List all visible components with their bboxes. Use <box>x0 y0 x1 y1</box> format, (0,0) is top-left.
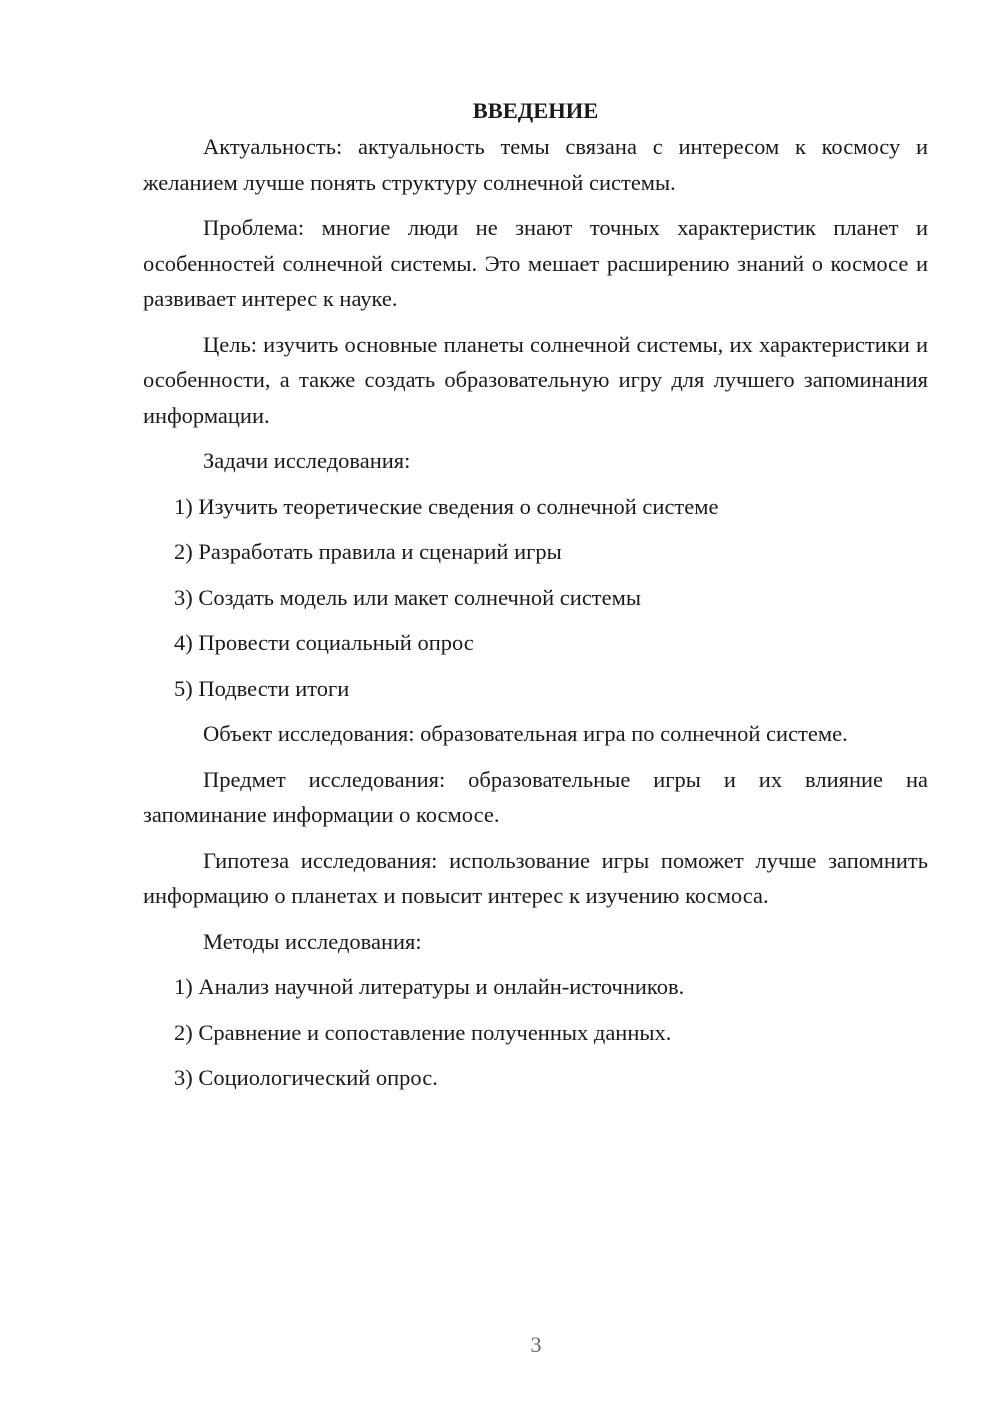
hypothesis-paragraph: Гипотеза исследования: использование игры поможет лучше запомнить информацию о планетах и повысит интерес к изучению космоса. <box>143 847 928 908</box>
page-number: 3 <box>530 1332 542 1357</box>
tasks-heading: Задачи исследования: <box>203 448 411 473</box>
method-item: 2) Сравнение и сопоставление полученных данных. <box>174 1019 672 1045</box>
relevance-paragraph: Актуальность: актуальность темы связана с интересом к космосу и желанием лучше понять структуру солнечной системы. <box>143 134 928 195</box>
problem-paragraph: Проблема: многие люди не знают точных характеристик планет и особенностей солнечной системы. Это мешает расширению знаний о космосе и развивает интерес к науке. <box>143 215 928 311</box>
goal-paragraph: Цель: изучить основные планеты солнечной системы, их характеристики и особенности, а также создать образовательную игру для лучшего запоминания информации. <box>143 331 928 428</box>
task-item: 2) Разработать правила и сценарий игры <box>174 539 562 564</box>
page-content <box>143 93 928 1096</box>
methods-heading: Методы исследования: <box>203 928 422 954</box>
task-item: 4) Провести социальный опрос <box>174 630 474 655</box>
method-item: 1) Анализ научной литературы и онлайн-источников. <box>174 974 685 999</box>
task-item: 5) Подвести итоги <box>174 675 350 701</box>
object-paragraph: Объект исследования: образовательная игра по солнечной системе. <box>203 721 848 746</box>
task-item: 1) Изучить теоретические сведения о солнечной системе <box>174 493 719 519</box>
subject-paragraph: Предмет исследования: образовательные игры и их влияние на запоминание информации о космосе. <box>143 766 928 827</box>
task-item: 3) Создать модель или макет солнечной системы <box>174 584 641 610</box>
page-title: ВВЕДЕНИЕ <box>472 98 599 123</box>
method-item: 3) Социологический опрос. <box>174 1065 438 1090</box>
